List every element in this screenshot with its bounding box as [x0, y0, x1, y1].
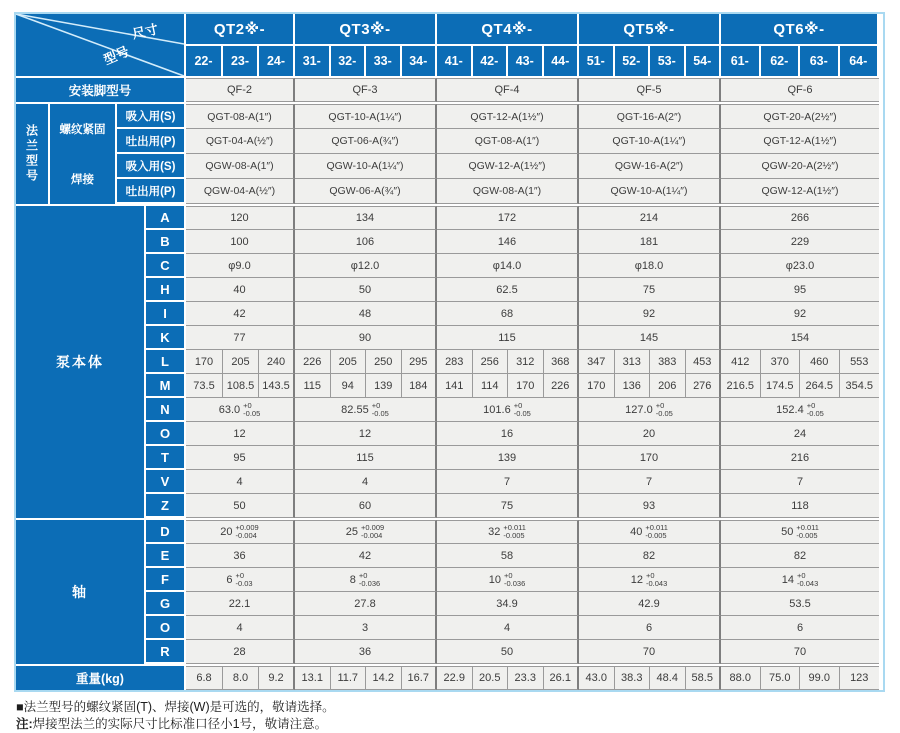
spec-cell: QGT-08-A(1″): [437, 129, 579, 154]
spec-cell: 250: [366, 350, 402, 374]
spec-cell: 70: [579, 640, 721, 664]
footnote-text: 法兰型号的螺纹紧固(T)、焊接(W)是可选的，敬请选择。: [23, 700, 335, 714]
spec-cell: 295: [402, 350, 438, 374]
spec-cell: 123: [840, 666, 880, 690]
spec-cell: 4: [186, 470, 295, 494]
spec-cell: 181: [579, 230, 721, 254]
spec-cell: QGW-20-A(2½″): [721, 154, 879, 179]
tolerance-stack: +0 -0.03: [235, 570, 253, 588]
corner-cell: [16, 14, 186, 76]
spec-cell: 14.2: [366, 666, 402, 690]
dim-row-label: F: [146, 568, 186, 592]
tolerance-stack: +0.009 -0.004: [361, 523, 385, 540]
tolerance-stack: +0 -0.05: [806, 400, 824, 418]
suction-label: 吸入用(S): [117, 154, 186, 179]
spec-cell: 4: [437, 616, 579, 640]
tolerance-stack: +0.011 -0.005: [645, 523, 668, 540]
spec-cell: 70: [721, 640, 879, 664]
spec-cell: QGT-20-A(2½″): [721, 104, 879, 129]
spec-cell: QGW-08-A(1″): [186, 154, 295, 179]
dim-row-label: G: [146, 592, 186, 616]
spec-cell: 115: [295, 446, 437, 470]
spec-cell: 92: [721, 302, 879, 326]
footnote-note-label: 注:: [16, 717, 33, 731]
spec-cell: φ14.0: [437, 254, 579, 278]
spec-cell: 412: [721, 350, 761, 374]
spec-cell: QGW-04-A(½″): [186, 179, 295, 204]
spec-cell: 82: [579, 544, 721, 568]
spec-cell: 99.0: [800, 666, 840, 690]
spec-cell: QGW-10-A(1¼″): [295, 154, 437, 179]
spec-value: 14: [781, 573, 794, 586]
shaft-section: [16, 520, 883, 664]
mount-foot-label: 安装脚型号: [16, 78, 186, 102]
spec-cell: 205: [223, 350, 259, 374]
tolerance-stack: +0.009 -0.004: [235, 523, 259, 540]
spec-cell: 95: [186, 446, 295, 470]
spec-cell: 93: [579, 494, 721, 518]
spec-cell: 58: [437, 544, 579, 568]
model-group-header: QT5※-: [579, 14, 721, 46]
spec-cell: 95: [721, 278, 879, 302]
spec-cell: QGW-16-A(2″): [579, 154, 721, 179]
spec-cell: 312: [508, 350, 544, 374]
size-sub-header: 33-: [366, 46, 402, 76]
spec-cell: [579, 568, 721, 592]
footnote-flange-option: [16, 699, 335, 716]
spec-cell: QGT-12-A(1½″): [437, 104, 579, 129]
spec-cell: 383: [650, 350, 686, 374]
spec-cell: 40: [186, 278, 295, 302]
spec-cell: 38.3: [615, 666, 651, 690]
spec-cell: QF-5: [579, 78, 721, 102]
spec-value: 25: [345, 526, 359, 538]
spec-cell: 174.5: [761, 374, 801, 398]
spec-value: 32: [488, 526, 501, 538]
spec-cell: 214: [579, 206, 721, 230]
spec-cell: [186, 520, 295, 544]
diagonal-lines: [16, 14, 184, 76]
spec-cell: 42.9: [579, 592, 721, 616]
spec-cell: 553: [840, 350, 880, 374]
spec-cell: [186, 568, 295, 592]
spec-cell: 50: [186, 494, 295, 518]
spec-cell: QGT-04-A(½″): [186, 129, 295, 154]
dim-row-label: E: [146, 544, 186, 568]
spec-cell: 90: [295, 326, 437, 350]
discharge-label: 吐出用(P): [117, 129, 186, 154]
spec-cell: QGT-16-A(2″): [579, 104, 721, 129]
spec-cell: 9.2: [259, 666, 295, 690]
spec-cell: QGT-06-A(¾″): [295, 129, 437, 154]
spec-cell: QGT-10-A(1¼″): [579, 129, 721, 154]
spec-cell: 7: [437, 470, 579, 494]
spec-cell: 16: [437, 422, 579, 446]
dim-row-label: I: [146, 302, 186, 326]
spec-cell: 216.5: [721, 374, 761, 398]
spec-cell: [721, 398, 879, 422]
spec-cell: 50: [295, 278, 437, 302]
spec-cell: [579, 520, 721, 544]
tolerance-stack: +0 -0.05: [655, 400, 673, 418]
size-sub-header: 54-: [686, 46, 722, 76]
spec-cell: 136: [615, 374, 651, 398]
spec-cell: 23.3: [508, 666, 544, 690]
spec-value: 152.4: [776, 403, 804, 416]
spec-cell: 42: [295, 544, 437, 568]
spec-cell: 4: [295, 470, 437, 494]
size-sub-header: 23-: [223, 46, 259, 76]
dim-row-label: H: [146, 278, 186, 302]
spec-cell: QGT-08-A(1″): [186, 104, 295, 129]
spec-cell: QGW-06-A(¾″): [295, 179, 437, 204]
spec-cell: 75.0: [761, 666, 801, 690]
spec-cell: [295, 568, 437, 592]
dim-row-label: B: [146, 230, 186, 254]
footnotes: [16, 699, 335, 733]
spec-cell: 82: [721, 544, 879, 568]
spec-table: [14, 12, 885, 692]
spec-cell: 283: [437, 350, 473, 374]
tolerance-stack: +0 -0.043: [645, 570, 668, 588]
size-sub-header: 62-: [761, 46, 801, 76]
discharge-label: 吐出用(P): [117, 179, 186, 204]
weld-label: 焊接: [50, 154, 117, 204]
flange-section-label: 法兰型号: [16, 104, 50, 204]
spec-cell: 154: [721, 326, 879, 350]
model-group-header: QT3※-: [295, 14, 437, 46]
spec-cell: [295, 520, 437, 544]
spec-cell: 170: [579, 446, 721, 470]
spec-cell: φ23.0: [721, 254, 879, 278]
tolerance-stack: +0.011 -0.005: [796, 523, 819, 540]
size-sub-header: 32-: [331, 46, 367, 76]
size-sub-header: 61-: [721, 46, 761, 76]
spec-cell: 16.7: [402, 666, 438, 690]
spec-value: 20: [220, 526, 233, 538]
spec-cell: 115: [437, 326, 579, 350]
spec-cell: 8.0: [223, 666, 259, 690]
spec-cell: 6.8: [186, 666, 223, 690]
flange-section: [16, 104, 883, 204]
spec-cell: 20.5: [473, 666, 509, 690]
spec-cell: 108.5: [223, 374, 259, 398]
size-sub-header: 63-: [800, 46, 840, 76]
spec-cell: 170: [508, 374, 544, 398]
spec-cell: 11.7: [331, 666, 367, 690]
spec-cell: 42: [186, 302, 295, 326]
spec-cell: [295, 398, 437, 422]
spec-value: 12: [630, 573, 643, 586]
spec-value: 6: [226, 573, 233, 586]
spec-cell: QGW-08-A(1″): [437, 179, 579, 204]
spec-cell: 6: [579, 616, 721, 640]
dim-row-label: R: [146, 640, 186, 664]
spec-cell: [437, 568, 579, 592]
spec-cell: 139: [366, 374, 402, 398]
spec-cell: 94: [331, 374, 367, 398]
tolerance-stack: +0 -0.05: [243, 400, 261, 418]
spec-cell: 7: [721, 470, 879, 494]
mount-foot-row: [16, 78, 883, 102]
spec-value: 8: [349, 573, 356, 586]
dim-row-label: M: [146, 374, 186, 398]
spec-cell: 226: [295, 350, 331, 374]
spec-cell: 36: [295, 640, 437, 664]
spec-cell: 170: [579, 374, 615, 398]
spec-cell: φ12.0: [295, 254, 437, 278]
footnote-text: 焊接型法兰的实际尺寸比标准口径小1号，敬请注意。: [32, 717, 328, 731]
spec-cell: 216: [721, 446, 879, 470]
size-sub-header: 64-: [840, 46, 880, 76]
spec-cell: 20: [579, 422, 721, 446]
spec-cell: 276: [686, 374, 722, 398]
spec-cell: 73.5: [186, 374, 223, 398]
spec-cell: 77: [186, 326, 295, 350]
dim-row-label: L: [146, 350, 186, 374]
spec-cell: 7: [579, 470, 721, 494]
spec-cell: [579, 398, 721, 422]
tolerance-stack: +0.011 -0.005: [503, 523, 526, 540]
spec-value: 50: [781, 526, 794, 538]
corner-label-size: 尺寸: [130, 21, 160, 42]
spec-cell: 92: [579, 302, 721, 326]
spec-cell: 354.5: [840, 374, 880, 398]
spec-cell: 256: [473, 350, 509, 374]
spec-cell: 170: [186, 350, 223, 374]
spec-cell: 141: [437, 374, 473, 398]
spec-cell: QGT-10-A(1¼″): [295, 104, 437, 129]
model-group-header: QT6※-: [721, 14, 879, 46]
tolerance-stack: +0 -0.036: [358, 570, 381, 588]
weight-label: 重量(kg): [16, 666, 186, 690]
spec-cell: 460: [800, 350, 840, 374]
suction-label: 吸入用(S): [117, 104, 186, 129]
spec-cell: 145: [579, 326, 721, 350]
spec-cell: 184: [402, 374, 438, 398]
size-sub-header: 41-: [437, 46, 473, 76]
spec-cell: 118: [721, 494, 879, 518]
spec-cell: [186, 398, 295, 422]
size-sub-header: 51-: [579, 46, 615, 76]
spec-value: 127.0: [625, 403, 653, 416]
size-sub-header: 53-: [650, 46, 686, 76]
spec-cell: QF-3: [295, 78, 437, 102]
tolerance-stack: +0 -0.05: [371, 400, 389, 418]
spec-cell: 48.4: [650, 666, 686, 690]
spec-cell: 34.9: [437, 592, 579, 616]
spec-cell: 347: [579, 350, 615, 374]
spec-cell: 24: [721, 422, 879, 446]
spec-cell: [437, 520, 579, 544]
tolerance-stack: +0 -0.043: [796, 570, 819, 588]
spec-cell: 75: [437, 494, 579, 518]
thread-fasten-label: 螺纹紧固: [50, 104, 117, 154]
spec-cell: φ18.0: [579, 254, 721, 278]
spec-cell: 368: [544, 350, 580, 374]
spec-cell: 28: [186, 640, 295, 664]
footnote-bullet: ■: [16, 700, 24, 714]
spec-cell: 172: [437, 206, 579, 230]
spec-cell: 36: [186, 544, 295, 568]
spec-cell: QGW-12-A(1½″): [721, 179, 879, 204]
spec-cell: 229: [721, 230, 879, 254]
spec-cell: 143.5: [259, 374, 295, 398]
dim-row-label: N: [146, 398, 186, 422]
table-header: [16, 14, 883, 76]
spec-cell: [721, 568, 879, 592]
tolerance-stack: +0 -0.05: [513, 400, 531, 418]
spec-cell: 48: [295, 302, 437, 326]
dim-row-label: A: [146, 206, 186, 230]
spec-value: 63.0: [218, 403, 241, 416]
spec-cell: 370: [761, 350, 801, 374]
spec-cell: 134: [295, 206, 437, 230]
pump-body-section: [16, 206, 883, 518]
spec-cell: 264.5: [800, 374, 840, 398]
model-group-header: QT2※-: [186, 14, 295, 46]
spec-cell: 68: [437, 302, 579, 326]
size-sub-header: 34-: [402, 46, 438, 76]
spec-cell: QF-6: [721, 78, 879, 102]
dim-row-label: C: [146, 254, 186, 278]
size-sub-header: 24-: [259, 46, 295, 76]
spec-value: 82.55: [341, 403, 369, 416]
pump-body-section-label: 泵本体: [16, 206, 146, 518]
size-sub-header: 42-: [473, 46, 509, 76]
spec-cell: 100: [186, 230, 295, 254]
size-sub-header: 22-: [186, 46, 223, 76]
spec-value: 40: [630, 526, 643, 538]
spec-cell: 58.5: [686, 666, 722, 690]
spec-cell: QGT-12-A(1½″): [721, 129, 879, 154]
spec-cell: 120: [186, 206, 295, 230]
spec-cell: 27.8: [295, 592, 437, 616]
size-sub-header: 31-: [295, 46, 331, 76]
spec-cell: 26.1: [544, 666, 580, 690]
spec-cell: QGW-10-A(1¼″): [579, 179, 721, 204]
spec-cell: 205: [331, 350, 367, 374]
spec-cell: QF-4: [437, 78, 579, 102]
spec-cell: 12: [295, 422, 437, 446]
corner-label-model: 型号: [101, 43, 132, 68]
spec-cell: 3: [295, 616, 437, 640]
dim-row-label: O: [146, 422, 186, 446]
footnote-weld-caution: [16, 716, 335, 733]
spec-cell: 75: [579, 278, 721, 302]
spec-cell: 206: [650, 374, 686, 398]
size-sub-header: 43-: [508, 46, 544, 76]
spec-cell: 4: [186, 616, 295, 640]
weight-row: [16, 666, 883, 690]
dim-row-label: V: [146, 470, 186, 494]
shaft-section-label: 轴: [16, 520, 146, 664]
dim-row-label: Z: [146, 494, 186, 518]
spec-cell: 114: [473, 374, 509, 398]
spec-cell: 266: [721, 206, 879, 230]
spec-cell: φ9.0: [186, 254, 295, 278]
spec-cell: QF-2: [186, 78, 295, 102]
spec-cell: 139: [437, 446, 579, 470]
spec-cell: 240: [259, 350, 295, 374]
spec-cell: 226: [544, 374, 580, 398]
spec-cell: 43.0: [579, 666, 615, 690]
spec-cell: 106: [295, 230, 437, 254]
spec-value: 10: [488, 573, 501, 586]
spec-cell: 22.1: [186, 592, 295, 616]
spec-cell: 115: [295, 374, 331, 398]
spec-cell: QGW-12-A(1½″): [437, 154, 579, 179]
spec-cell: 50: [437, 640, 579, 664]
spec-cell: 146: [437, 230, 579, 254]
spec-cell: 453: [686, 350, 722, 374]
spec-cell: [721, 520, 879, 544]
spec-cell: 13.1: [295, 666, 331, 690]
tolerance-stack: +0 -0.036: [503, 570, 526, 588]
dim-row-label: D: [146, 520, 186, 544]
spec-cell: 6: [721, 616, 879, 640]
spec-cell: 62.5: [437, 278, 579, 302]
spec-cell: 53.5: [721, 592, 879, 616]
spec-value: 101.6: [483, 403, 511, 416]
spec-cell: 22.9: [437, 666, 473, 690]
spec-cell: 60: [295, 494, 437, 518]
dim-row-label: T: [146, 446, 186, 470]
spec-cell: [437, 398, 579, 422]
size-sub-header: 52-: [615, 46, 651, 76]
size-sub-header: 44-: [544, 46, 580, 76]
dim-row-label: K: [146, 326, 186, 350]
model-group-header: QT4※-: [437, 14, 579, 46]
dim-row-label: O: [146, 616, 186, 640]
spec-cell: 12: [186, 422, 295, 446]
spec-cell: 88.0: [721, 666, 761, 690]
spec-cell: 313: [615, 350, 651, 374]
